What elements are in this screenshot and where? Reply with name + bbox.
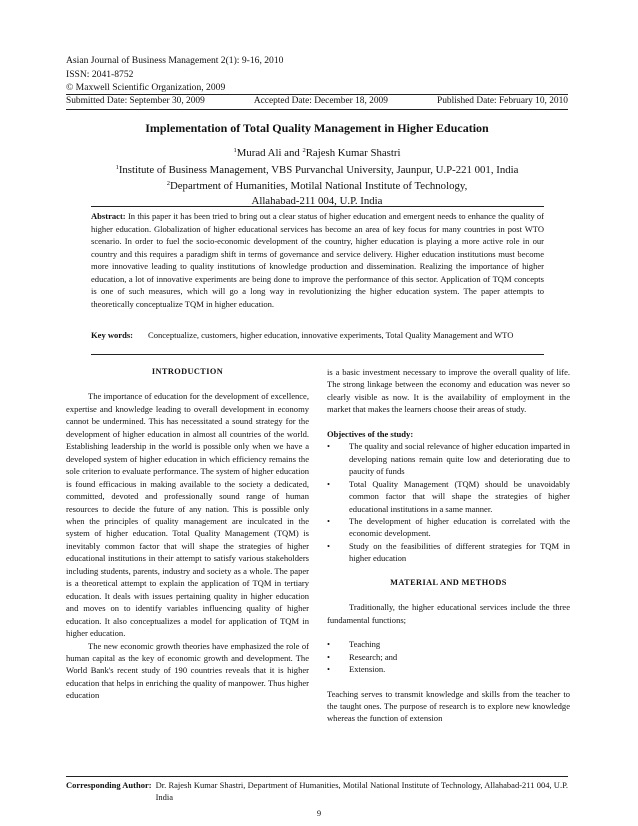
bullet-icon: • (327, 639, 330, 650)
teaching-paragraph: Teaching serves to transmit knowledge and skills from the teacher to the taught ones. The purpose of research is to explore new knowledge whereas the function of extension (327, 688, 570, 724)
corresponding-author-label: Corresponding Author: (66, 780, 152, 790)
copyright: © Maxwell Scientific Organization, 2009 (66, 82, 226, 94)
issn: ISSN: 2041-8752 (66, 68, 134, 80)
abstract (91, 210, 544, 310)
corresponding-author-text: Dr. Rajesh Kumar Shastri, Department of Humanities, Motilal National Institute of Technology, Allahabad-211 004, U.P. India (155, 780, 568, 802)
keywords (91, 329, 544, 342)
list-item: • The development of higher education is correlated with the economic development. (327, 515, 570, 539)
published-date: Published Date: February 10, 2010 (437, 96, 568, 106)
corresponding-author (66, 780, 568, 803)
affiliation-2-line-2: Allahabad-211 004, U.P. India (251, 194, 383, 207)
introduction-heading: INTRODUCTION (151, 367, 224, 376)
introduction-paragraph-2: The new economic growth theories have emphasized the role of human capital as the key of economic growth and development. The World Bank's recent study of 190 countries reveals that it is higher education that helps in enriching the quality of manpower. Thus higher education (66, 640, 309, 701)
list-item: • Research; and (327, 651, 398, 662)
list-item: • Study on the feasibilities of different strategies for TQM in higher education (327, 540, 570, 564)
bullet-icon: • (327, 478, 330, 489)
list-item: • Total Quality Management (TQM) should be unavoidably common factor that will shape the strategies of higher educational institutions in a same manner. (327, 478, 570, 514)
abstract-text: In this paper it has been tried to bring out a clear status of higher education and emergent needs to enhance the quality of higher education. Globalization of higher educational services has become an area of key focus for many countries in post WTO scenario. In order to fuel the socio-economic development of the country, higher education is playing a more active role in our country and this requires a paradigm shift in terms of governance and service delivery. Higher education institutions must become more innovative leading to quality institutions of knowledge production and dissemination. Realizing the importance of higher education, a lot of innovative experiments are being done to improve the performance of this sector. Application of TQM concepts is one of such measures, which will go a long way in revolutionizing the higher education system. The paper attempts to theoretically conceptualize TQM in higher education. (91, 211, 544, 309)
methods-paragraph: Traditionally, the higher educational services include the three fundamental functions; (327, 602, 570, 625)
bullet-icon: • (327, 515, 330, 526)
page-number: 9 (316, 808, 322, 818)
header-rule-top (66, 94, 568, 95)
header-rule-bottom (66, 109, 568, 110)
continued-paragraph: is a basic investment necessary to improve the overall quality of life. The strong linkage between the economy and education was never so clearly visible as now. It is the availability of employment in the market that makes the learners choose their areas of study. (327, 367, 570, 415)
right-column (327, 366, 570, 725)
bullet-icon: • (327, 441, 330, 452)
author-block (66, 144, 568, 208)
bullet-icon: • (327, 651, 330, 662)
objectives-list (327, 440, 570, 565)
bullet-icon: • (327, 664, 330, 675)
list-item: • The quality and social relevance of higher education imparted in developing nations remain quite low and deteriorating due to paucity of funds (327, 441, 570, 477)
footer-rule (66, 776, 568, 777)
objectives-heading: Objectives of the study: (327, 428, 414, 439)
keywords-label: Key words: (91, 330, 134, 340)
methods-heading: MATERIAL AND METHODS (390, 577, 507, 587)
affiliation-2: $^2$Department of Humanities, Motilal National Institute of Technology, (166, 180, 468, 193)
article-dates (66, 96, 568, 106)
abstract-rule-top (91, 206, 544, 207)
author-names: $^1$Murad Ali and $^2$Rajesh Kumar Shastri (233, 147, 401, 159)
introduction-paragraph-1: The importance of education for the development of excellence, expertise and knowledge leading to overall development in economy cannot be undermined. This has necessitated a sound strategy for the development of higher education in almost all countries of the world. Establishing leadership in the world is possible only when we have a developed system of higher education in which efficiency remains the sole criterion to evaluate performance. The system of higher education is found efficacious in making available to the society a dedicated, committed, devoted and professionally sound range of human resources to decide the future of any nation. This is possible only when the principles of quality management are inculcated in the system of higher education. Total Quality Management (TQM) is inevitably common factor that will shape the strategies of higher educational institutions in their attempt to satisfy various stakeholders including students, parents, industry and society as a whole. The paper is a theoretical attempt to explain the application of TQM in tertiary education. It deals with issues pertaining quality in higher education and moves on to identify variables influencing quality of higher education. It also conceptualizes a model for application of TQM in higher education. (66, 391, 309, 639)
list-item: • Extension. (327, 664, 386, 675)
journal-header (66, 54, 568, 95)
affiliation-1: $^1$Institute of Business Management, VBS Purvanchal University, Jaunpur, U.P-221 001, India (115, 163, 519, 176)
functions-list (327, 638, 570, 675)
bullet-icon: • (327, 540, 330, 551)
abstract-label: Abstract: (91, 211, 126, 221)
list-item: • Teaching (327, 639, 381, 650)
submitted-date: Submitted Date: September 30, 2009 (66, 96, 205, 106)
paper-title: Implementation of Total Quality Management in Higher Education (145, 121, 489, 135)
journal-citation: Asian Journal of Business Management 2(1): 9-16, 2010 (66, 55, 284, 66)
keywords-text: Conceptualize, customers, higher education, innovative experiments, Total Quality Management and WTO (148, 330, 514, 340)
left-column (66, 366, 309, 702)
keywords-rule (91, 354, 544, 355)
accepted-date: Accepted Date: December 18, 2009 (253, 96, 388, 106)
